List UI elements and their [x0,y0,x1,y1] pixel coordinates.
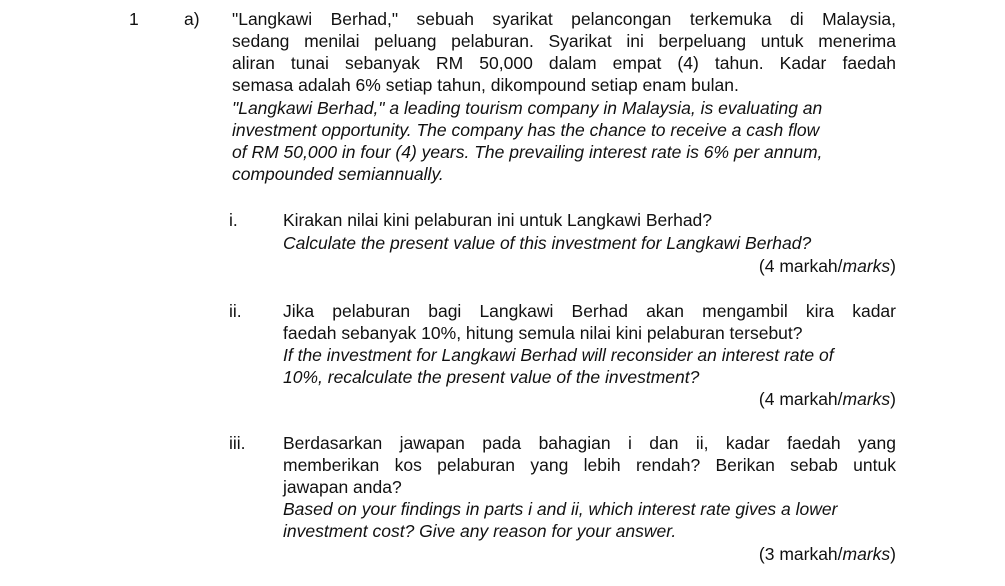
marks-value: 4 [764,389,775,409]
intro-malay-line: "Langkawi Berhad," sebuah syarikat pelancongan terkemuka di Malaysia, [232,9,896,29]
subquestion-malay-line: Kirakan nilai kini pelaburan ini untuk Langkawi Berhad? [283,210,713,230]
marks-value: 4 [764,256,775,276]
marks-word-malay: markah/ [779,389,843,409]
subquestion-english-line: If the investment for Langkawi Berhad will reconsider an interest rate of [283,345,834,365]
subquestion-malay-line: Berdasarkan jawapan pada bahagian i dan ii, kadar faedah yang [283,433,896,453]
marks-word-english: marks [842,389,891,409]
marks-allocation: (4 markah/marks) [758,389,896,409]
marks-allocation: (3 markah/marks) [758,544,896,564]
subquestion-label: iii. [229,433,246,453]
subquestion-english-line: Calculate the present value of this investment for Langkawi Berhad? [283,233,812,253]
subquestion-english-line: Based on your findings in parts i and ii, which interest rate gives a lower [283,499,838,519]
marks-value: 3 [764,544,775,564]
intro-malay-line: sedang menilai peluang pelaburan. Syarikat ini berpeluang untuk menerima [232,31,896,51]
subquestion-label: ii. [229,301,242,321]
intro-english-line: compounded semiannually. [232,164,444,184]
subquestion-english-line: 10%, recalculate the present value of the investment? [283,367,700,387]
subquestion-english-line: investment cost? Give any reason for your answer. [283,521,677,541]
marks-word-malay: markah/ [779,544,843,564]
intro-english-line: "Langkawi Berhad," a leading tourism company in Malaysia, is evaluating an [232,98,823,118]
marks-word-malay: markah/ [779,256,843,276]
marks-word-english: marks [842,544,891,564]
subquestion-malay-line: memberikan kos pelaburan yang lebih rendah? Berikan sebab untuk [283,455,896,475]
subquestion-label: i. [229,210,238,230]
marks-word-english: marks [842,256,891,276]
intro-english-line: investment opportunity. The company has the chance to receive a cash flow [232,120,820,140]
subquestion-malay-line: faedah sebanyak 10%, hitung semula nilai kini pelaburan tersebut? [283,323,803,343]
subquestion-malay-line: Jika pelaburan bagi Langkawi Berhad akan mengambil kira kadar [283,301,896,321]
intro-malay-line: aliran tunai sebanyak RM 50,000 dalam empat (4) tahun. Kadar faedah [232,53,896,73]
question-number: 1 [129,9,139,29]
intro-english-line: of RM 50,000 in four (4) years. The prevailing interest rate is 6% per annum, [232,142,823,162]
intro-malay-line: semasa adalah 6% setiap tahun, dikompound setiap enam bulan. [232,75,739,95]
part-label: a) [184,9,200,29]
subquestion-malay-line: jawapan anda? [283,477,402,497]
marks-allocation: (4 markah/marks) [758,256,896,276]
